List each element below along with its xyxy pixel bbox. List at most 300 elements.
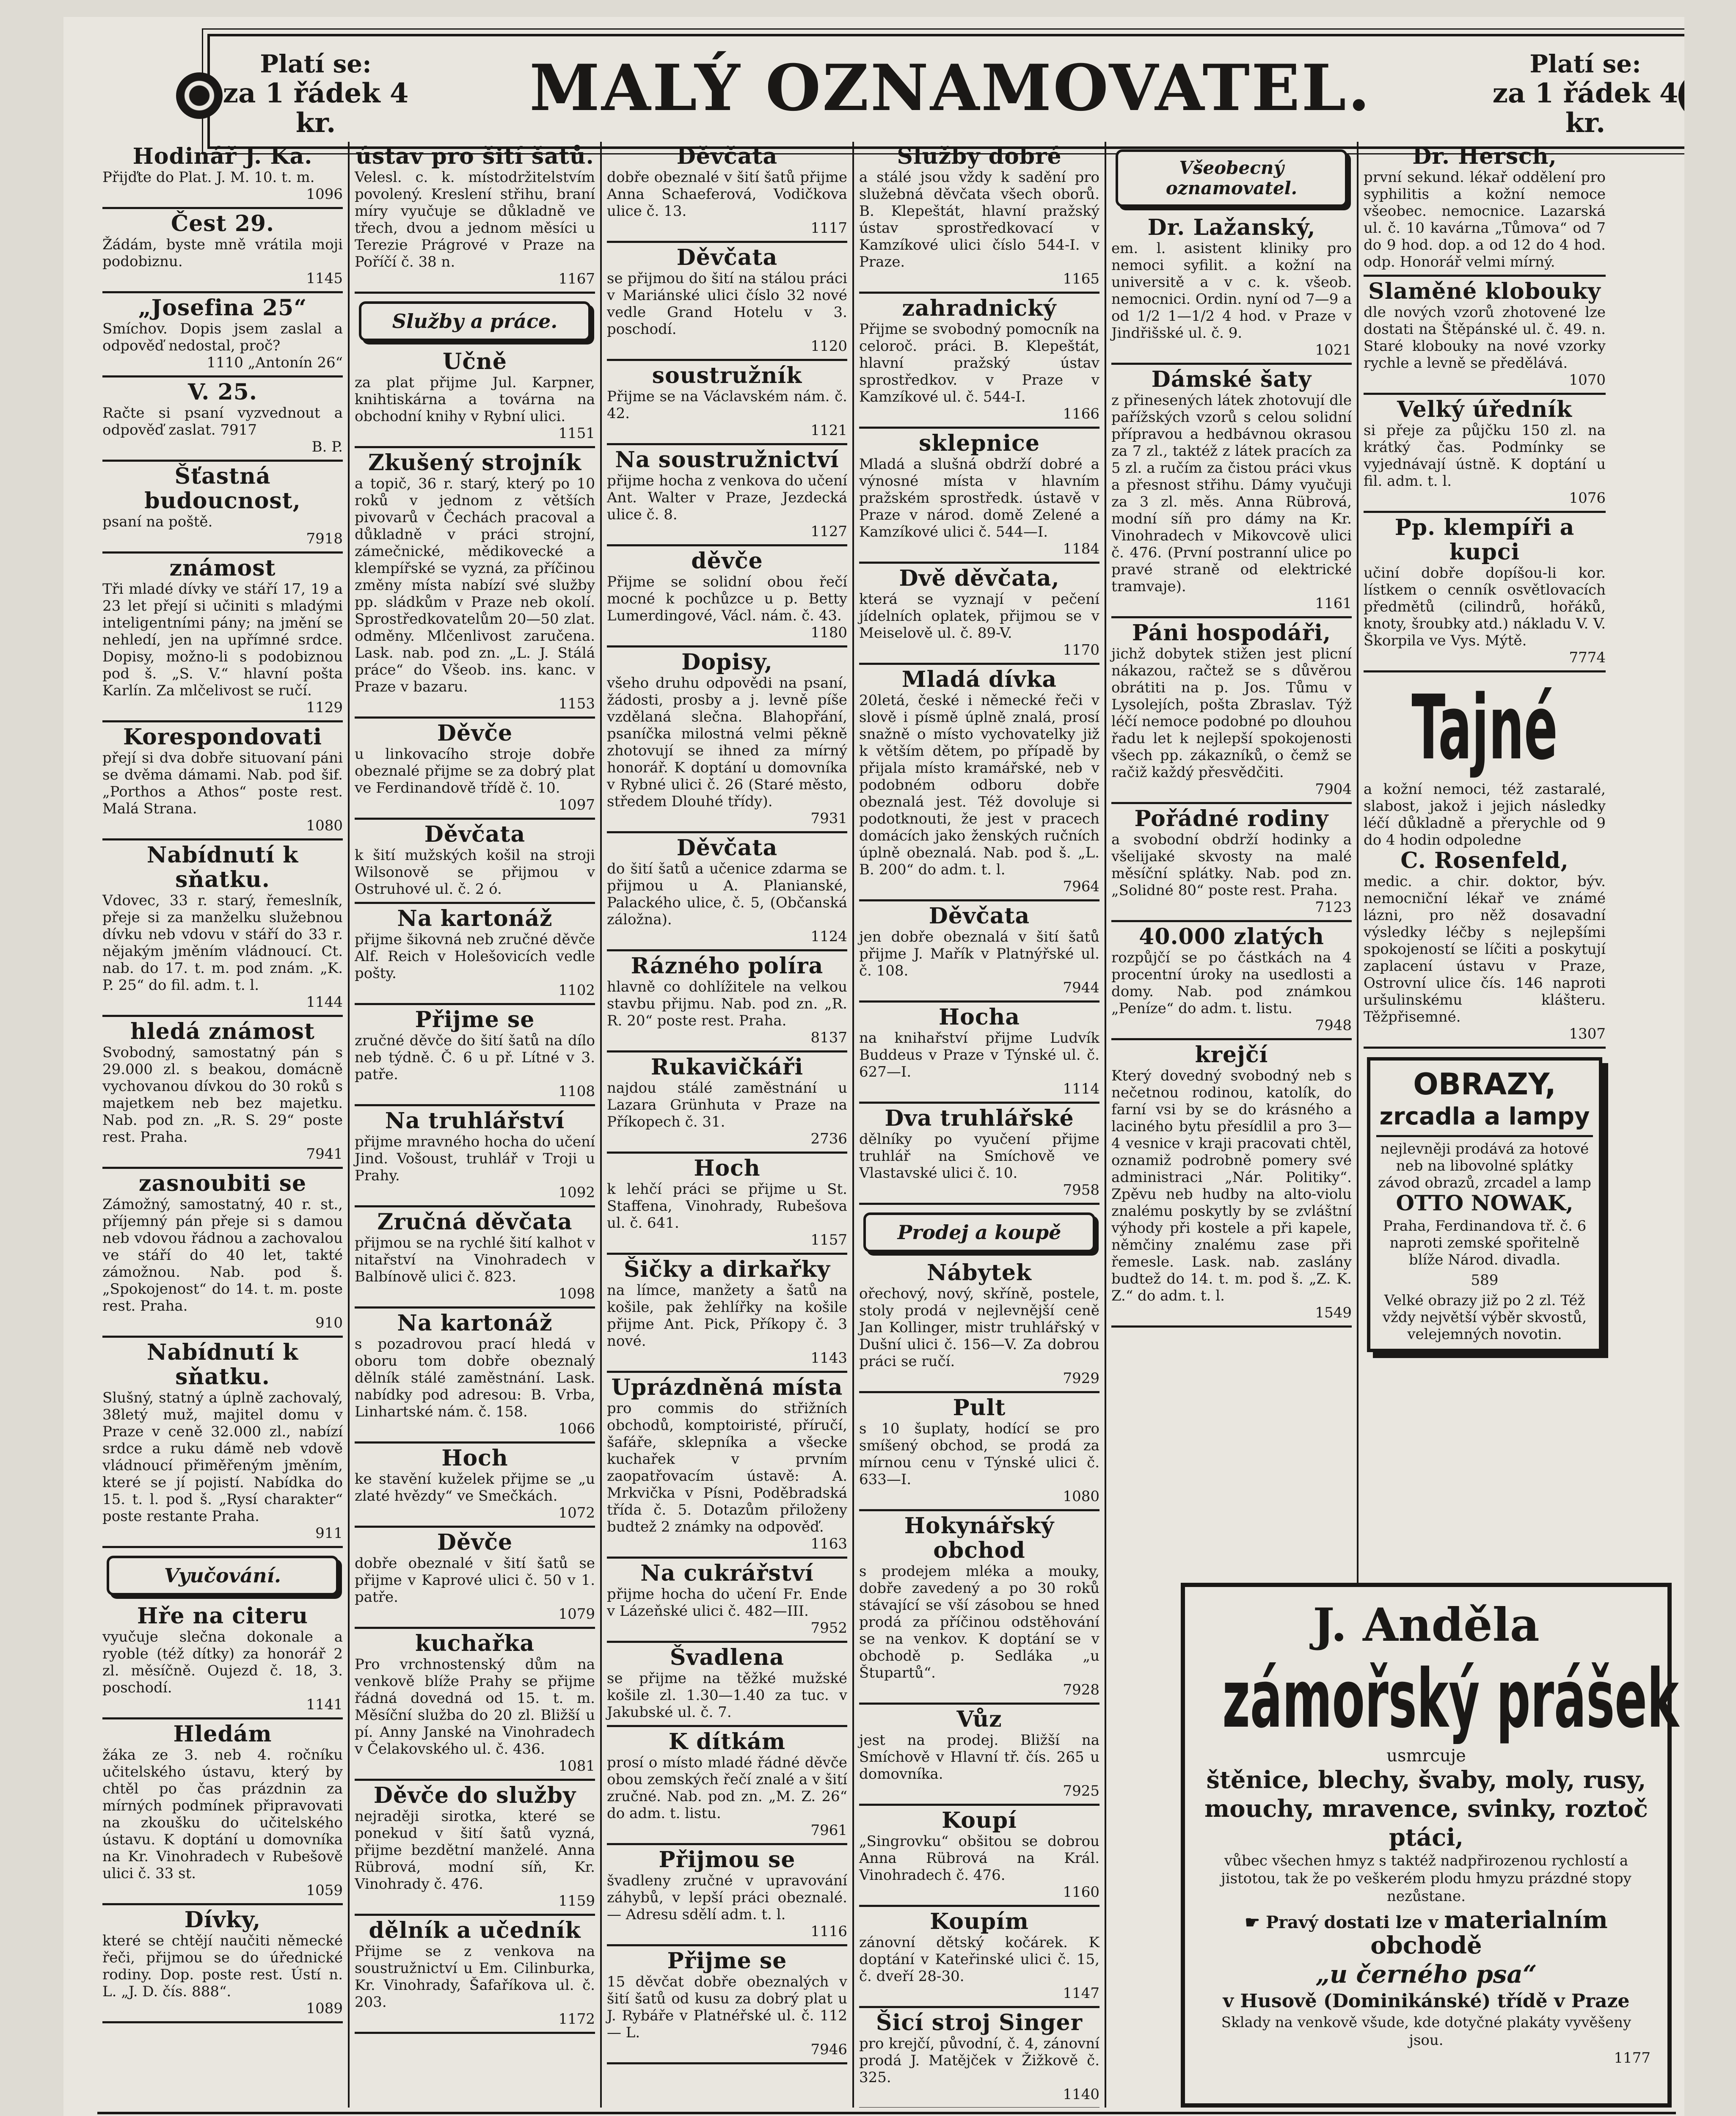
ad-code: 2736 [810,1130,847,1147]
ad-text: usmrcuje [1386,1746,1466,1766]
ad-item [1111,213,1352,365]
ad-heading: Zručná děvčata [377,1209,573,1235]
ad-obrazy-subtitle: zrcadla a lampy [1376,1102,1593,1137]
ad-item [859,1806,1099,1907]
ad-code: B. P. [311,438,343,455]
ad-text: dle nových vzorů zhotovené lze dostati na Štěpánské ul. č. 49. n. Staré klobouky na nové vzorky rychle a levně se předělává. [1364,304,1606,372]
ad-code: 7774 [1569,649,1606,666]
ad-text: učiní dobře dopíšou-li kor. lístkem o cenník osvětlovacích předmětů (cilindrů, hořáků, knoty, šroubky atd.) nákladu V. V. Škorpila ve Vys. Mýtě. [1364,565,1606,649]
ad-code: 7952 [810,1620,847,1637]
ad-item [1111,804,1352,922]
ad-text: dobře obeznalé v šití šatů se přijme v Kaprové ulici č. 50 v 1. patře. [355,1555,595,1606]
ad-code: 1307 [1569,1025,1606,1042]
ad-code: 1089 [306,2000,343,2017]
ad-heading: V. 25. [188,379,257,405]
ad-text: Pro vrchnostenský dům na venkově blíže Prahy se přijme řádná dovedná od 15. t. m. Měsíční služba do 20 zl. Bližší u pí. Anny Janské na Vinohradech v Čelakovského ul. č. 436. [355,1656,595,1758]
ad-heading: Děvčata [424,821,526,847]
ad-code: 1117 [810,220,847,237]
ad-code: 7925 [1063,1783,1099,1799]
ad-andela-pests: štěnice, blechy, švaby, moly, rusy, mouchy, mravence, svinky, roztoč ptáci, [1204,1766,1648,1852]
ad-heading: Dopisy, [681,649,773,675]
ad-heading: Šicí stroj Singer [876,2010,1083,2036]
ad-code: 1110 „Antonín 26“ [207,354,343,371]
ad-text: Tři mladé dívky ve stáří 17, 19 a 23 let přejí si učiniti s mladými inteligentními pány; na jmění se nehledí, jen na upřímné srdce. Dopisy, možno-li s podobiznou pod š. „S. V.“ hlavní pošta Karlín. Za mlčelivost se ručí. [102,581,343,699]
ad-code: 1180 [810,624,847,641]
ad-code: 911 [315,1525,343,1542]
ad-code: 7123 [1315,899,1352,916]
ad-code: 1076 [1569,490,1606,507]
ad-text: dělníky po vyučení přijme truhlář na Smíchově ve Vlastavské ulici č. 10. [859,1131,1099,1182]
ad-item [607,243,847,361]
ad-item [355,1005,595,1106]
ad-item [102,462,343,554]
section-header-prodej: Prodej a koupě [863,1212,1095,1252]
ad-heading: Hoch [694,1155,761,1181]
ad-heading: Na kartonáž [397,1310,553,1336]
ad-item [607,1052,847,1154]
ad-item [607,1154,847,1255]
ad-text: přejí si dva dobře situovaní páni se dvěma dámami. Nab. pod šif. „Porthos a Athos“ poste rest. Malá Strana. [102,749,343,817]
ad-code: 1021 [1315,342,1352,358]
ad-code: 1163 [810,1535,847,1552]
ad-code: 1098 [558,1285,595,1302]
ad-item [859,1907,1099,2008]
masthead-title: MALÝ OZNAMOVATEL. [529,51,1372,125]
ad-obrazy-name: OTTO NOWAK, [1396,1190,1573,1215]
ad-heading: kuchařka [415,1631,535,1656]
ad-code: 1102 [558,982,595,999]
ad-code: 1157 [810,1232,847,1248]
ad-text: z přinesených látek zhotovují dle pařížských vzorů s celou solidní přípravou a hedbávnou okrasou za 7 zl., taktéž z látek pracích za 5 zl. a ručím za čistou práci vkus a přesnost střihu. Dámy vyučuji za 3 zl. měs. Anna Rübrová, modní síň pro dámy na Kr. Vinohradech v Mikovcově ulici č. 476. (První postranní ulice po pravé straně od elektrické tramvaje). [1111,392,1352,595]
ad-heading: Vůz [956,1706,1002,1732]
ad-code: 1161 [1315,595,1352,612]
ad-text: Pravý dostati lze v [1266,1912,1438,1932]
ad-code: 1147 [1063,1985,1099,2002]
ad-item [607,833,847,951]
section-header-sluzby: Služby a práce. [359,301,591,341]
ad-text: přijmou se na rychlé šití kalhot v nitařství na Vinohradech v Balbínově ulici č. 823. [355,1234,595,1285]
column-2 [350,142,602,2108]
ad-item [102,293,343,377]
ad-item [1111,1040,1352,1328]
ad-text: Račte si psaní vyzvednout a odpověď zaslat. 7917 [102,405,343,438]
ad-heading: Dámské šaty [1151,366,1312,392]
ad-code: 1120 [810,338,847,355]
ad-item [859,294,1099,429]
ad-heading: děvče [691,548,763,574]
ad-code: 1159 [558,1893,595,1909]
ad-code: 1116 [810,1923,847,1940]
ad-item [1364,277,1606,395]
ad-code: 8137 [810,1029,847,1046]
ad-code: 1166 [1063,405,1099,422]
ad-code: 7904 [1315,781,1352,798]
ad-heading: Přijme se [667,1948,787,1974]
ad-heading: Děvče do služby [373,1783,576,1808]
ad-list [1111,213,1352,1328]
ad-item [607,1727,847,1845]
ad-item [1364,513,1606,672]
ad-item [859,1003,1099,1104]
ad-text: které se chtějí naučiti německé řeči, přijmou se do úřednické rodiny. Dop. poste rest. Ústí n. L. „J. D. čís. 888“. [102,1932,343,2000]
ad-text: Přijme se svobodný pomocník na celoroč. práci. B. Klepeštát, hlavní pražský ústav sprostředkov. v Praze v Kamzíkové ul. č. 544-I. [859,321,1099,405]
masthead-price-left [218,49,413,138]
ad-item [607,1255,847,1373]
ad-heading: Učně [443,349,507,375]
ad-text: hlavně co dohlížitele na velkou stavbu přijmu. Nab. pod zn. „R. R. 20“ poste rest. Praha. [607,978,847,1029]
ad-code: 7929 [1063,1370,1099,1387]
ad-heading: zahradnický [902,295,1057,321]
ad-item [607,1373,847,1559]
ad-heading: Děvčata [929,903,1030,929]
ad-list [1364,142,1606,672]
ad-text: s 10 šuplaty, hodící se pro smíšený obchod, se prodá za mírnou cenu v Týnské ulici č. 633—I. [859,1420,1099,1488]
ad-code: 7958 [1063,1182,1099,1199]
ad-item [859,1393,1099,1511]
ad-text: a svobodní obdrží hodinky a všelijaké skvosty na malé měsíční splátky. Nab. pod zn. „Solidné 80“ poste rest. Praha. [1111,831,1352,899]
ad-andela-box [1181,1583,1679,2108]
ad-code: 1079 [558,1606,595,1623]
ad-heading: Mladá dívka [901,667,1057,692]
ad-text: na knihařství přijme Ludvík Buddeus v Praze v Týnské ul. č. 627—I. [859,1030,1099,1080]
ad-heading: Korespondovati [123,724,322,750]
ad-code: 1160 [1063,1884,1099,1901]
ad-text: která se vyznají v pečení jídelních oplatek, přijmou se v Meiselově ul. č. 89-V. [859,591,1099,642]
column-1 [97,142,350,2108]
ad-andela-product: zámořský prášek [1222,1652,1679,1746]
ad-text: zánovní dětský kočárek. K doptání v Kateřinské ulici č. 15, č. dveří 28-30. [859,1934,1099,1985]
ad-code: 1184 [1063,540,1099,557]
ad-heading: Nábytek [927,1260,1032,1286]
ad-item [102,554,343,722]
ad-text: do šití šatů a učenice zdarma se přijmou u A. Planianské, Palackého ulice, č. 5, (Občanská záložna). [607,860,847,928]
ad-item [607,361,847,445]
ad-obrazy-title: OBRAZY, [1413,1067,1556,1102]
ad-heading: Dva truhlářské [885,1105,1074,1131]
column-3 [602,142,854,2108]
ad-text: ořechový, nový, skříně, postele, stoly prodá v nejlevnější ceně Jan Kollinger, mistr truhlářský v Dušní ulici č. 156—V. Za dobrou práci se ručí. [859,1285,1099,1370]
ad-code: 1124 [810,928,847,945]
ad-item [102,722,343,840]
ad-andela-address: v Husově (Dominikánské) třídě v Praze [1223,1990,1630,2012]
ad-code: 7928 [1063,1681,1099,1698]
ad-item [1364,142,1606,277]
ad-code: 1059 [306,1882,343,1899]
ad-item [355,1528,595,1629]
ad-item [859,429,1099,564]
ad-heading: sklepnice [919,430,1040,456]
ad-text: se přijmou do šití na stálou práci v Mariánské ulici číslo 32 nové vedle Grand Hotelu v 3. poschodí. [607,270,847,338]
ad-item [859,2008,1099,2108]
ad-code: 1151 [558,425,595,442]
ad-item [102,840,343,1017]
ad-heading: Dr. Lažanský, [1147,215,1316,240]
ad-heading: Na truhlářství [385,1108,565,1134]
ad-heading: Dvě děvčata, [899,565,1060,591]
ad-item [607,1946,847,2064]
ad-code: 1165 [1063,270,1099,287]
ad-code: 1081 [558,1758,595,1774]
ad-code: 1097 [558,796,595,813]
ad-item [607,1559,847,1643]
ad-heading: Děvčata [676,245,778,270]
ad-code: 1127 [810,523,847,540]
price-value: za 1 řádek 4 kr. [1492,77,1678,139]
ad-heading: dělník a učedník [369,1918,581,1943]
ad-code: 1167 [558,270,595,287]
ad-code: 7944 [1063,979,1099,996]
ad-item [102,142,343,209]
ad-heading: Nabídnutí k sňatku. [146,1339,299,1390]
ad-text: vyučuje slečna dokonale a ryoble (též dítky) za honorář 2 zl. měsíčně. Oujezd č. 18, 3. poschodí. [102,1628,343,1696]
ad-item [355,347,595,448]
ad-heading: hledá známost [130,1019,315,1044]
ad-heading: Dr. Hersch, [1412,143,1557,169]
ad-text: za plat přijme Jul. Karpner, knihtiskárna a továrna na obchodní knihy v Rybní ulici. [355,374,595,425]
masthead-price-right [1488,49,1683,138]
ad-code: 1143 [810,1350,847,1367]
ad-item [355,448,595,719]
ad-code: 1140 [1063,2086,1099,2103]
ad-heading: Rázného políra [631,953,824,979]
ad-code: 1144 [306,994,343,1011]
ad-item [859,1705,1099,1806]
ad-code: 1066 [558,1420,595,1437]
ad-code: 1141 [306,1696,343,1713]
ad-text: jen dobře obeznalá v šití šatů přijme J. Mařík v Platnýřské ul. č. 108. [859,929,1099,979]
ad-text: Který dovedný svobodný neb s nečetnou rodinou, katolík, do farní vsi by se do krásného a laciného bytu přesídlil a pro 3—4 vesnice v kraji pracovati chtěl, oznamiž podrobně pomery své administraci „Nár. Politiky“. Zpěvu neb hudby na alto-violu znalému poskytly by se zvláštní výhody při kostele a při kapele, němčiny znalému zase při řemesle. Lask. nab. zaslány budtež do 14. t. m. pod š. „Z. K. Z.“ do adm. t. l. [1111,1067,1352,1304]
ad-heading: zasnoubiti se [138,1171,307,1196]
masthead [207,34,1684,149]
ad-code: 589 [1471,1272,1499,1289]
ad-text: Přijme se solidní obou řečí mocné k pochůzce u p. Betty Lumerdingové, Václ. nám. č. 43. [607,573,847,624]
price-value: za 1 řádek 4 kr. [223,77,409,139]
ad-andela-buy [1202,1906,1651,1959]
ad-heading: Hokynářský obchod [904,1513,1055,1563]
ad-item [859,1511,1099,1705]
ad-text: rozpůjčí se po částkách na 4 procentní úroky na usedlosti a domy. Nab. pod známkou „Peníze“ do adm. t. listu. [1111,949,1352,1017]
ad-text: dobře obeznalé v šití šatů přijme Anna Schaeferová, Vodičkova ulice č. 13. [607,169,847,220]
ad-list [355,142,595,294]
ad-item [859,665,1099,901]
ad-heading: Slaměné klobouky [1368,278,1601,304]
footer [97,2112,1676,2116]
ad-code: 1114 [1063,1080,1099,1097]
ad-text: Přijme se na Václavském nám. č. 42. [607,388,847,422]
ad-text: Slušný, statný a úplně zachovalý, 38letý muž, majitel domu v Praze v ceně 32.000 zl., nabízí srdce a ruku dámě neb vdově vládnoucí přiměřeným jměním, které se jí pojistí. Nabídka do 15. t. l. pod š. „Rysí charakter“ poste restante Praha. [102,1389,343,1525]
ad-code: 1096 [306,186,343,203]
ad-code: 1080 [306,817,343,834]
ad-code: 1080 [1063,1488,1099,1505]
price-label: Platí se: [1529,50,1641,78]
ad-list [859,1258,1099,2108]
ad-list [102,1601,343,2023]
ad-heading: K dítkám [668,1729,786,1755]
ad-text: u linkovacího stroje dobře obeznalé přijme se za dobrý plat ve Ferdinandově třídě č. 10. [355,746,595,796]
ad-text: Praha, Ferdinandova tř. č. 6 naproti zemské spořitelně blíže Národ. divadla. [1383,1218,1587,1268]
ad-text: „Singrovku“ obšitou se dobrou Anna Rübrová na Král. Vinohradech č. 476. [859,1833,1099,1884]
ad-item [102,1338,343,1548]
ad-text: první sekund. lékař oddělení pro syphilitis a kožní nemoce všeobec. nemocnice. Lazarská ul. č. 10 kavárna „Tůmova“ od 7 do 9 hod. dop. a od 12 do 4 hod. odp. Honorář velmi mírný. [1364,169,1606,270]
column-4 [854,142,1106,2108]
ad-text: materialním obchodě [1370,1906,1608,1959]
ad-heading: Děvčata [676,835,778,861]
ad-text: Velké obrazy již po 2 zl. Též vždy největší výběr skvostů, velejemných novotin. [1382,1292,1587,1343]
ad-text: a stálé jsou vždy k sadění pro služebná děvčata všech oborů. B. Klepeštát, hlavní pražský ústav sprostředkovací v Kamzíkové ulici číslo 544-I. v Praze. [859,169,1099,270]
ad-item [859,564,1099,665]
ad-code: 1072 [558,1504,595,1521]
ad-text: Svobodný, samostatný pán s 29.000 zl. s beakou, domácně vychovanou dívkou do 30 roků s majetkem neb bez majetku. Nab. pod zn. „R. S. 29“ poste rest. Praha. [102,1044,343,1146]
ad-code: 1092 [558,1184,595,1201]
ad-heading: Hře na citeru [137,1603,309,1629]
ad-heading: Děvčata [676,143,778,169]
ad-item [859,901,1099,1003]
ad-code: 1549 [1315,1304,1352,1321]
ad-heading: krejčí [1195,1042,1268,1068]
ad-item [102,377,343,462]
ad-item [607,142,847,243]
ad-text: nejraději sirotka, které se ponekud v šití šatů vyzná, přijme bezdětní manželé. Anna Rübrová, modní síň, Kr. Vinohrady č. 476. [355,1808,595,1893]
ad-code: 7961 [810,1822,847,1839]
ad-heading: Pořádné rodiny [1134,806,1329,832]
ad-heading: Přijmou se [659,1847,796,1873]
ad-item [859,1104,1099,1205]
ad-tajne [1364,672,1606,1049]
ad-text: Sklady na venkově všude, kde dotyčné plakáty vyvěšeny jsou. [1221,2014,1631,2049]
ad-text: pro commis do střižních obchodů, komptoiristé, příručí, šafáře, sklepníka a všecke kuchařek v prvním zaopatřovacím ústavě: A. Mrkvička v Písni, Poděbradská třída č. 5. Dotazům přiloženy budtež 2 známky na odpověď. [607,1400,847,1535]
ad-text: Žádám, byste mně vrátila moji podobiznu. [102,236,343,270]
ad-heading: Hodinář J. Ka. [132,143,313,169]
ornament-icon [176,72,223,119]
ad-code: 1121 [810,422,847,439]
ad-heading: Děvče [437,1529,513,1555]
ad-item [102,1169,343,1338]
ad-text: Velesl. c. k. místodržitelstvím povolený. Kreslení střihu, braní míry vyučuje se důkladně ve třech, dvou a jednom měsíci u Terezie Prágrové v Praze na Poříčí č. 38 n. [355,169,595,270]
ad-code: 1129 [306,699,343,716]
ad-text: švadleny zručné v upravování záhybů, v lepší práci obeznalé. — Adresu sdělí adm. t. l. [607,1872,847,1923]
ad-item [355,1629,595,1781]
ad-heading: Šičky a dirkařky [624,1256,830,1282]
ad-item [355,1207,595,1309]
ad-item [607,951,847,1052]
ad-heading: Koupí [942,1807,1017,1833]
ad-heading: Na cukrářství [640,1560,814,1586]
ad-item [607,546,847,647]
ad-text: najdou stálé zaměstnání u Lazara Grünhuta v Praze na Příkopech č. 31. [607,1080,847,1130]
ad-list [355,347,595,2034]
ad-heading: C. Rosenfeld, [1400,848,1569,873]
ad-item [355,1106,595,1207]
ad-text: k lehčí práci se přijme u St. Staffena, Vinohrady, Rubešova ul. č. 641. [607,1181,847,1232]
ad-text: Zámožný, samostatný, 40 r. st., příjemný pán přeje si s damou neb vdovou řádnou a zachovalou ve stáří do 40 let, takté zámožnou. Nab. pod š. „Spokojenost“ do 14. t. m. poste rest. Praha. [102,1196,343,1314]
ad-heading: známost [169,555,276,581]
ad-heading: Na kartonáž [397,906,553,931]
ad-heading: Velký úředník [1397,397,1572,422]
ad-text: Přijme se z venkova na soustružnictví u Em. Cilinburka, Kr. Vinohrady, Šafaříkova ul. č. 203. [355,1943,595,2011]
ad-heading: Čest 29. [171,211,275,237]
ad-item [1364,395,1606,513]
ad-code: 7918 [306,530,343,547]
ad-text: si přeje za půjčku 150 zl. na krátký čas. Podmínky se vyjednávají ústně. K doptání u fil. adm. t. l. [1364,422,1606,490]
ad-text: s pozadrovou prací hledá v oboru tom dobře obeznalý dělník stálé zaměstnání. Lask. nabídky pod adresou: B. Vrba, Linhartské nám. č. 158. [355,1336,595,1420]
ad-heading: Dívky, [184,1907,261,1933]
ad-item [607,647,847,833]
ad-text: Přijďte do Plat. J. M. 10. t. m. [102,169,315,186]
ad-list [102,142,343,1548]
ad-code: 7946 [810,2041,847,2058]
ad-text: prosí o místo mladé řádné děvče obou zemských řečí znalé a v šití zručné. Nab. pod zn. „M. Z. 26“ do adm. t. listu. [607,1754,847,1822]
ad-heading: Na soustružnictví [615,447,839,473]
ad-text: zručné děvče do šití šatů na dílo neb týdně. Č. 6 u př. Lítné v 3. patře. [355,1032,595,1083]
ad-text: psaní na poště. [102,513,213,530]
ad-text: Mladá a slušná obdrží dobré a výnosné místa v hlavním pražském sprostředk. ústavě v Praze v národ. domě Zelené a Kamzíkové ulici č. 544—I. [859,456,1099,540]
section-header-vseobecny: Všeobecný oznamovatel. [1116,149,1347,207]
ad-text: k šití mužských košil na stroji Wilsonově se přijmou v Ostruhové ul. č. 2 ó. [355,847,595,898]
ad-text: 20letá, české i německé řeči v slově i písmě úplně znalá, prosí snažně o místo vychovatelky již k větším dětem, po případě by přijala místo kramářské, neb v podobném odboru dobře obeznalá jest. Též dovoluje si podotknouti, že jest v pracech domácích jako ženských ručních úplně obeznalá. Nab. pod š. „L. B. 200“ do adm. t. l. [859,692,1099,878]
ad-heading: Hoch [441,1445,508,1471]
ad-code: 1172 [558,2011,595,2028]
ad-item [607,445,847,546]
ad-item [355,142,595,294]
ad-text: s prodejem mléka a mouky, dobře zavedený a po 30 roků stávající se vší zásobou se hned prodá za příčinou odstěhování se na venkov. K doptání se v obchodě p. Sedláka „u Štupartů“. [859,1563,1099,1681]
ad-item [607,1845,847,1946]
ad-item [102,1719,343,1905]
ad-code: 1170 [1063,642,1099,658]
ad-item [102,1905,343,2023]
ad-obrazy [1367,1057,1602,1352]
pointing-hand-icon: ☛ [1245,1912,1266,1932]
ad-code: 1070 [1569,372,1606,388]
ad-text: Smíchov. Dopis jsem zaslal a odpověď nedostal, proč? [102,320,343,354]
ad-heading: Hocha [939,1004,1020,1030]
ad-heading: Děvče [437,720,513,746]
ad-code: 7931 [810,810,847,827]
ad-item [355,1916,595,2034]
section-header-vyucovani: Vyučování. [107,1556,339,1595]
ad-heading: Rukavičkáři [650,1054,804,1080]
ad-item [102,209,343,293]
ad-heading: Švadlena [670,1645,785,1670]
ad-heading: Páni hospodáři, [1132,620,1331,646]
ad-text: Vdovec, 33 r. starý, řemeslník, přeje si za manželku služebnou dívku neb vdovu v stáří do 33 r. nějakým jměním vládnoucí. Ct. nab. do 17. t. m. pod znám. „K. P. 25“ do fil. adm. t. l. [102,892,343,994]
ad-text: přijme hocha z venkova do učení Ant. Walter v Praze, Jezdecká ulice č. 8. [607,472,847,523]
ad-heading: 40.000 zlatých [1139,924,1324,950]
ad-item [859,1258,1099,1393]
footer-notice [97,2114,1676,2116]
ad-heading: ústav pro šití šatů. [355,143,594,169]
ad-item [355,904,595,1005]
ad-heading: Koupím [930,1909,1029,1934]
ad-tajne-title: Tajné [1411,676,1558,780]
ad-item [1111,922,1352,1040]
ad-heading: Šťastná budoucnost, [144,463,301,514]
ad-text: em. l. asistent kliniky pro nemoci syfilit. a kožní na universitě a v c. k. všeob. nemocnici. Ordin. nyní od 7—9 a od 1/2 1—1/2 4 hod. v Praze v Jindřišské ul. č. 9. [1111,240,1352,342]
ad-heading: Zkušený strojník [368,450,582,476]
ad-item [355,1309,595,1444]
ad-heading: Uprázdněná místa [611,1375,843,1400]
ad-heading: Pp. klempíři a kupci [1394,515,1575,565]
ad-item [355,1444,595,1528]
ad-text: na límce, manžety a šatů na košile, pak žehlířky na košile přijme Ant. Pick, Příkopy č. 3 nové. [607,1282,847,1350]
ad-text: všeho druhu odpovědi na psaní, žádosti, prosby a j. levně píše vzdělaná slečna. Blahopřání, psaníčka milostná velmi pěkně zhotovují se ihned za mírný honorář. K doptání u domovníka v Rybné ulici č. 26 (Staré město, středem Dlouhé třídy). [607,675,847,810]
ad-heading: Pult [953,1395,1006,1421]
ad-code: 7941 [306,1146,343,1163]
ad-text: a topič, 36 r. starý, který po 10 roků v jednom z větších pivovarů v Čechách pracoval a důkladně v práci strojní, zámečnické, mědikovecké a klempířské se vyzná, za příčinou změny místa nabízí své služby pp. sládkům v Praze neb okolí. Sprostředkovatelům 20—50 zlat. odměny. Mlčenlivost zaručena. Lask. nab. pod zn. „L. J. Stálá práce“ do Všeob. ins. kanc. v Praze v bazaru. [355,475,595,695]
ad-item [1111,618,1352,804]
ad-code: 910 [315,1314,343,1331]
price-label: Platí se: [260,50,372,78]
ad-code: 7964 [1063,878,1099,895]
